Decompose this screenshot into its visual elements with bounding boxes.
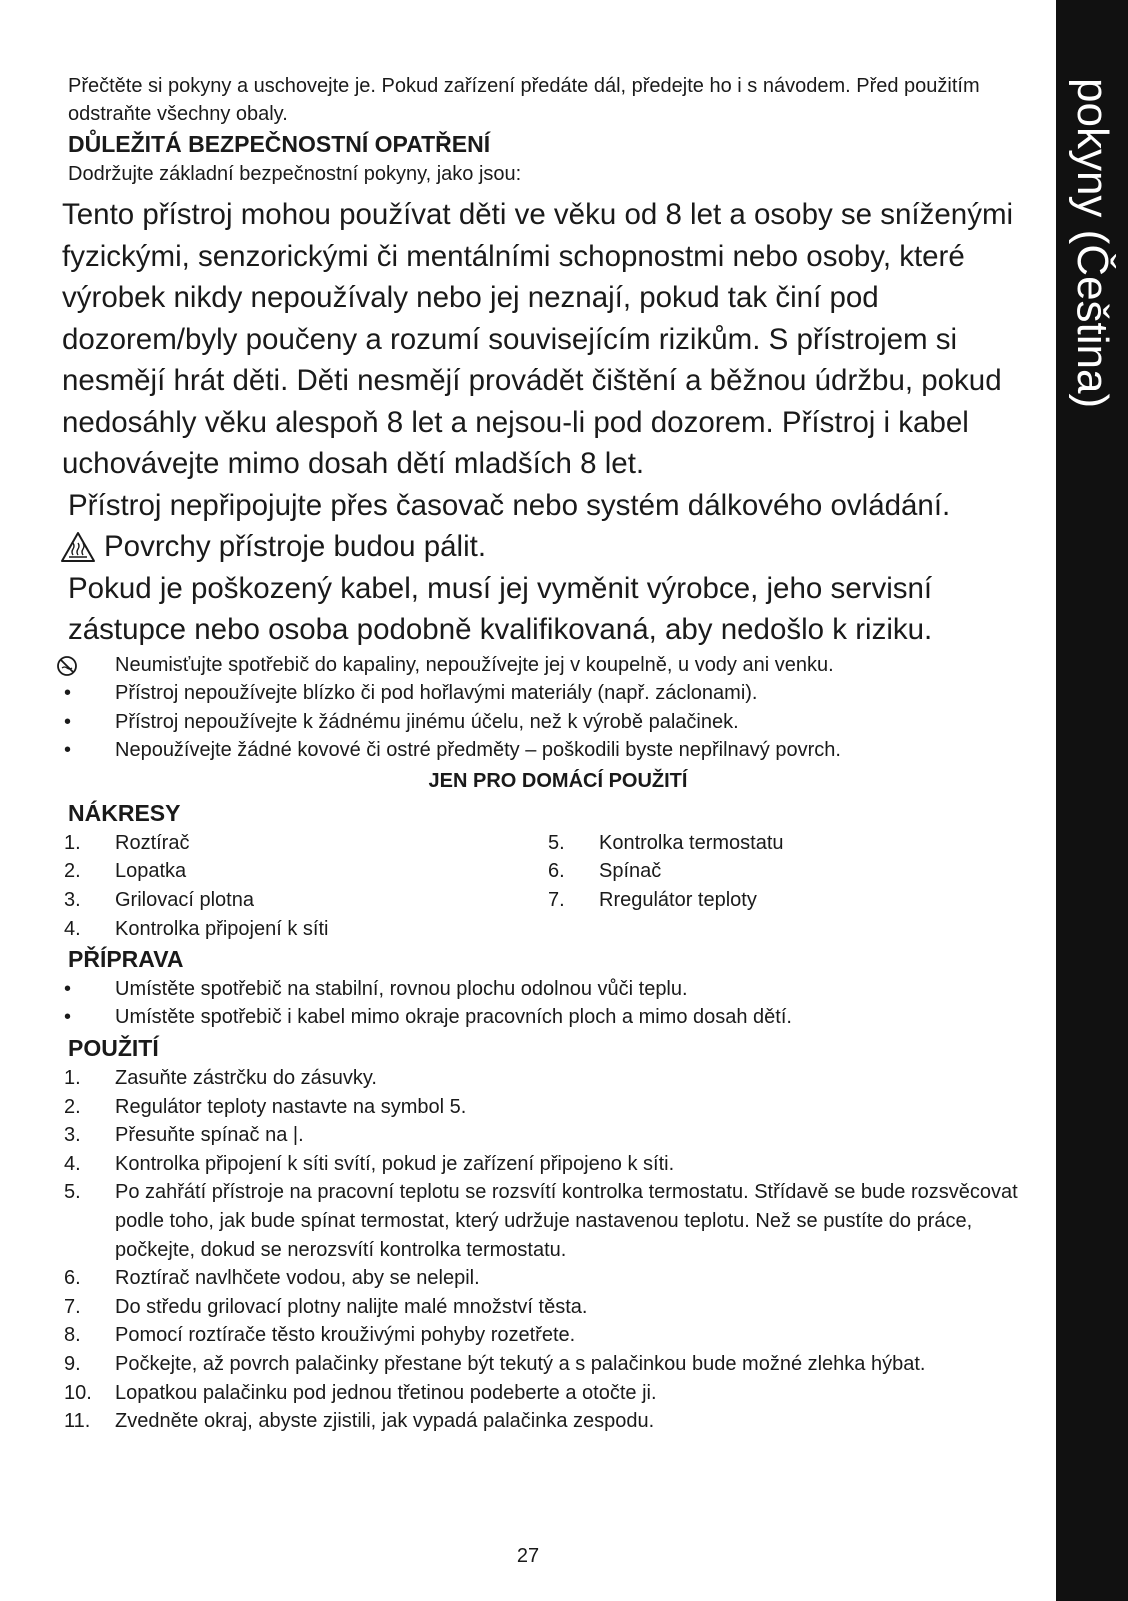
- list-item-text: Přístroj nepoužívejte k žádnému jinému účelu, než k výrobě palačinek.: [115, 710, 739, 733]
- step-number: 10.: [64, 1381, 92, 1404]
- step-number: 8.: [64, 1324, 81, 1347]
- safety-list: [64, 651, 1048, 765]
- step-text: Pomocí roztírače těsto krouživými pohyby rozetřete.: [115, 1324, 576, 1347]
- drawings-right-column: [548, 829, 1032, 915]
- bullet: •: [64, 710, 72, 733]
- safety-subheading: Dodržujte základní bezpečnostní pokyny, jako jsou:: [68, 163, 522, 185]
- list-item: [548, 857, 1032, 886]
- item-number: 1.: [64, 831, 81, 854]
- children-warning: Tento přístroj mohou používat děti ve věku od 8 let a osoby se sníženými fyzickými, senzorickými či mentálními schopnostmi nebo osoby, které výrobek nikdy nepoužívaly nebo jej neznají, pokud tak činí pod dozorem/byly poučeny a rozumí souvisejícím rizikům. S přístrojem si nesmějí hrát děti. Děti nesmějí provádět čištění a běžnou údržbu, pokud nedosáhly věku alespoň 8 let a nejsou-li pod dozorem. Přístroj i kabel uchovávejte mimo dosah dětí mladších 8 let.: [62, 198, 1014, 480]
- step-item: [64, 1379, 1048, 1408]
- step-text: Po zahřátí přístroje na pracovní teplotu se rozsvítí kontrolka termostatu. Střídavě se bude rozsvěcovat podle toho, jak bude spínat termostat, který udržuje nastavenou teplotu. Než se pustíte do práce, počkejte, dokud se nerozsvítí kontrolka termostatu.: [115, 1181, 1018, 1261]
- list-item-text: Neumisťujte spotřebič do kapaliny, nepoužívejte jej v koupelně, u vody ani venku.: [115, 653, 834, 676]
- item-number: 4.: [64, 917, 81, 940]
- preparation-heading: PŘÍPRAVA: [68, 945, 184, 972]
- hot-warning-text: Povrchy přístroje budou pálit.: [104, 530, 487, 563]
- step-number: 4.: [64, 1152, 81, 1175]
- item-number: 3.: [64, 889, 81, 912]
- step-item: [64, 1264, 1048, 1293]
- list-item: [64, 857, 538, 886]
- intro-text: Přečtěte si pokyny a uschovejte je. Pokud zařízení předáte dál, předejte ho i s návodem. Před použitím odstraňte všechny obaly.: [68, 75, 980, 125]
- language-side-tab: [1056, 0, 1128, 1601]
- list-item-text: Umístěte spotřebič i kabel mimo okraje pracovních ploch a mimo dosah dětí.: [115, 1006, 792, 1029]
- document-content: [62, 72, 1048, 1436]
- item-text: Kontrolka připojení k síti: [115, 917, 329, 940]
- drawings-heading: NÁKRESY: [68, 799, 181, 826]
- drawings-left-column: [64, 829, 538, 943]
- bullet: •: [64, 977, 72, 1000]
- step-text: Zvedněte okraj, abyste zjistili, jak vypadá palačinka zespodu.: [115, 1410, 655, 1433]
- drawings-list: [64, 829, 1048, 943]
- step-number: 9.: [64, 1353, 81, 1375]
- item-number: 2.: [64, 860, 81, 883]
- step-text: Do středu grilovací plotny nalijte malé množství těsta.: [115, 1295, 588, 1318]
- timer-warning: Přístroj nepřipojujte přes časovač nebo systém dálkového ovládání.: [68, 488, 951, 522]
- item-number: 5.: [548, 831, 565, 854]
- step-text: Regulátor teploty nastavte na symbol 5.: [115, 1095, 467, 1118]
- hot-surface-icon: [60, 531, 96, 563]
- usage-steps: [64, 1064, 1048, 1436]
- list-item: [64, 915, 538, 944]
- step-text: Roztírač navlhčete vodou, aby se nelepil.: [115, 1267, 480, 1290]
- step-number: 5.: [64, 1181, 81, 1204]
- step-item: [64, 1178, 1048, 1264]
- list-item: [548, 886, 1032, 915]
- hot-surface-warning: [68, 526, 1048, 568]
- step-item: [64, 1293, 1048, 1322]
- bullet: •: [64, 1006, 72, 1029]
- step-text: Kontrolka připojení k síti svítí, pokud je zařízení připojeno k síti.: [115, 1152, 675, 1175]
- item-number: 7.: [548, 889, 565, 912]
- list-item: [68, 651, 1048, 680]
- list-item: [64, 975, 1048, 1004]
- step-item: [64, 1350, 1048, 1379]
- step-number: 7.: [64, 1295, 81, 1318]
- list-item: [64, 829, 538, 858]
- item-text: Kontrolka termostatu: [599, 831, 784, 854]
- step-item: [64, 1093, 1048, 1122]
- step-text: Zasuňte zástrčku do zásuvky.: [115, 1067, 377, 1090]
- item-text: Lopatka: [115, 860, 187, 883]
- step-text: Počkejte, až povrch palačinky přestane být tekutý a s palačinkou bude možné zlehka hýbat.: [115, 1353, 926, 1375]
- item-text: Roztírač: [115, 831, 190, 854]
- list-item-text: Nepoužívejte žádné kovové či ostré předměty – poškodili byste nepřilnavý povrch.: [115, 739, 841, 762]
- step-number: 1.: [64, 1067, 81, 1090]
- item-text: Rregulátor teploty: [599, 889, 757, 912]
- usage-heading: POUŽITÍ: [68, 1035, 159, 1062]
- list-item: [64, 708, 1048, 737]
- step-number: 6.: [64, 1267, 81, 1290]
- step-item: [64, 1150, 1048, 1179]
- list-item: [548, 829, 1032, 858]
- step-item: [64, 1064, 1048, 1093]
- step-text: Přesuňte spínač na |.: [115, 1124, 304, 1147]
- item-text: Spínač: [599, 860, 662, 883]
- cable-warning: Pokud je poškozený kabel, musí jej vyměnit výrobce, jeho servisní zástupce nebo osoba podobně kvalifikovaná, aby nedošlo k riziku.: [68, 571, 933, 646]
- step-text: Lopatkou palačinku pod jednou třetinou podeberte a otočte ji.: [115, 1381, 657, 1404]
- step-item: [64, 1321, 1048, 1350]
- side-tab-label: pokyny (Čeština): [1068, 78, 1117, 409]
- step-number: 2.: [64, 1095, 81, 1118]
- item-text: Grilovací plotna: [115, 889, 254, 912]
- safety-heading: DŮLEŽITÁ BEZPEČNOSTNÍ OPATŘENÍ: [68, 131, 491, 157]
- list-item: [64, 1003, 1048, 1032]
- preparation-list: [64, 975, 1048, 1032]
- bullet: •: [64, 682, 72, 705]
- list-item: [64, 679, 1048, 708]
- list-item: [64, 736, 1048, 765]
- list-item: [64, 886, 538, 915]
- step-item: [64, 1407, 1048, 1436]
- bullet: •: [64, 739, 72, 762]
- step-number: 11.: [64, 1410, 91, 1433]
- list-item-text: Přístroj nepoužívejte blízko či pod hořlavými materiály (např. záclonami).: [115, 682, 758, 705]
- list-item-text: Umístěte spotřebič na stabilní, rovnou plochu odolnou vůči teplu.: [115, 977, 688, 1000]
- no-immersion-icon: [56, 655, 78, 677]
- page-number: 27: [516, 1545, 540, 1567]
- step-number: 3.: [64, 1124, 81, 1147]
- item-number: 6.: [548, 860, 565, 883]
- domestic-use-notice: JEN PRO DOMÁCÍ POUŽITÍ: [428, 769, 688, 792]
- step-item: [64, 1121, 1048, 1150]
